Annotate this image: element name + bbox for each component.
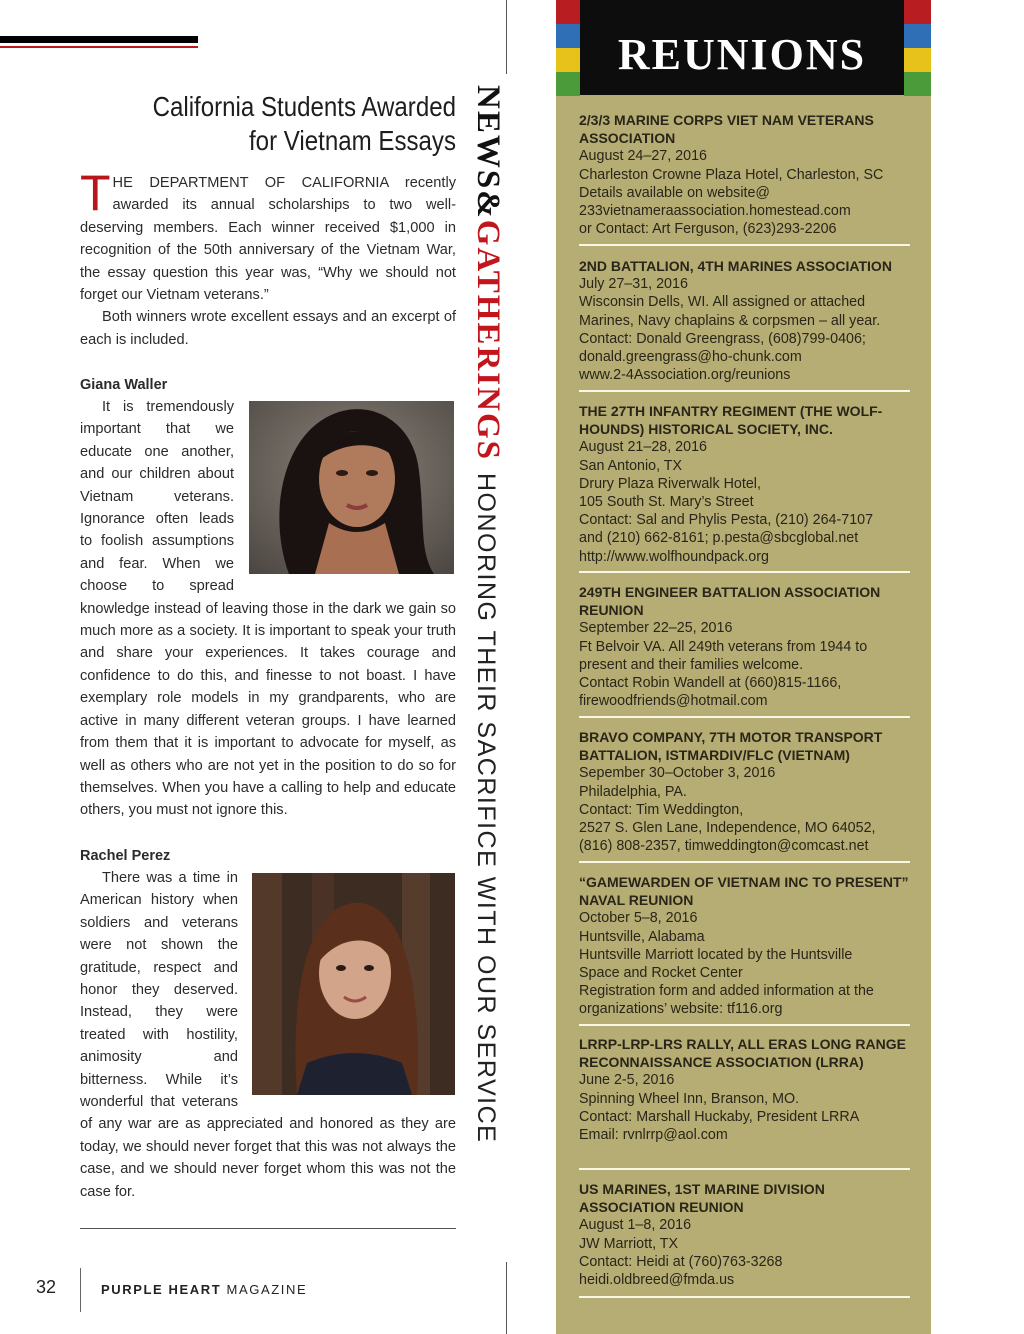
article-intro [80, 165, 457, 351]
news-gatherings-label [470, 85, 506, 461]
header-rule-red [0, 46, 198, 48]
photo-spacer-2 [238, 867, 456, 1092]
reunion-detail-line: Sepember 30–October 3, 2016 [579, 765, 776, 782]
reunion-entry [579, 1180, 910, 1289]
reunion-divider [579, 571, 910, 573]
reunion-detail-line: organizations’ website: tf116.org [579, 1001, 783, 1018]
reunion-detail-line: October 5–8, 2016 [579, 910, 698, 927]
footer-divider [80, 1268, 81, 1312]
reunion-detail-line: August 1–8, 2016 [579, 1217, 692, 1234]
stripe-yellow-left [556, 48, 580, 72]
stripe-blue-left [556, 24, 580, 48]
reunion-detail-line: Marines, Navy chaplains & corpsmen – all year. [579, 312, 881, 329]
reunion-divider [579, 390, 910, 392]
article-title-line-1: California Students Awarded [152, 91, 456, 122]
magazine-name [101, 1282, 307, 1297]
reunion-divider [579, 244, 910, 246]
reunion-title: BRAVO COMPANY, 7TH MOTOR TRANSPORT BATTALION, ISTMARDIV/FLC (VIETNAM) [579, 729, 883, 764]
reunion-title: “GAMEWARDEN OF VIETNAM INC TO PRESENT” NAVAL REUNION [579, 874, 909, 909]
reunion-divider [579, 716, 910, 718]
intro-text: recently awarded its annual scholarships to two well-deserving members. Each winner received $1,000 in recognition of the 50th anniversary of the Vietnam War, the essay question this year was, “Why we should not forget our Vietnam veterans.” [80, 175, 457, 304]
reunion-detail-line: Charleston Crowne Plaza Hotel, Charleston, SC [579, 166, 884, 183]
stripe-blue-right [904, 24, 931, 48]
stripe-yellow-right [904, 48, 931, 72]
page-number: 32 [36, 1277, 57, 1297]
reunion-detail-line: Wisconsin Dells, WI. All assigned or attached [579, 294, 866, 311]
stripe-green-left [556, 72, 580, 96]
reunion-detail-line: 2527 S. Glen Lane, Independence, MO 64052, [579, 820, 876, 837]
reunion-detail-line: www.2-4Association.org/reunions [579, 367, 791, 384]
reunion-detail-line: http://www.wolfhoundpack.org [579, 548, 769, 565]
winner-1-name: Giana Waller [80, 377, 168, 393]
stripe-green-right [904, 72, 931, 96]
article-title-line-2: for Vietnam Essays [248, 125, 456, 156]
reunion-detail-line: Contact: Donald Greengrass, (608)799-0406; [579, 330, 866, 347]
drop-cap: T [80, 165, 111, 221]
reunion-detail-line: Space and Rocket Center [579, 965, 743, 982]
section-title-vertical [469, 85, 506, 1143]
reunion-detail-line: Details available on website@ [579, 184, 770, 201]
reunion-detail-line: Contact: Marshall Huckaby, President LRRA [579, 1108, 860, 1125]
reunion-detail-line: Philadelphia, PA. [579, 783, 687, 800]
reunion-detail-line: heidi.oldbreed@fmda.us [579, 1272, 735, 1289]
footer-rule [80, 1228, 456, 1229]
reunion-detail-line: September 22–25, 2016 [579, 620, 733, 637]
reunion-detail-line: Registration form and added information at the [579, 983, 874, 1000]
reunion-detail-line: firewoodfriends@hotmail.com [579, 693, 768, 710]
section-line-top [506, 0, 507, 74]
reunion-detail-line: 233vietnameraassociation.homestead.com [579, 203, 851, 220]
reunion-detail-line: 105 South St. Mary’s Street [579, 494, 754, 511]
reunion-detail-line: or Contact: Art Ferguson, (623)293-2206 [579, 221, 837, 238]
stripe-red-right [904, 0, 931, 24]
reunion-detail-line: August 21–28, 2016 [579, 439, 707, 456]
winner-2-name: Rachel Perez [80, 848, 171, 864]
section-line-bottom [506, 1262, 507, 1334]
reunion-entry [579, 583, 910, 710]
reunion-divider [579, 1024, 910, 1026]
reunion-divider [579, 861, 910, 863]
reunion-title: LRRP-LRP-LRS RALLY, ALL ERAS LONG RANGE RECONNAISSANCE ASSOCIATION (LRRA) [579, 1036, 906, 1071]
reunion-detail-line: Contact: Tim Weddington, [579, 801, 744, 818]
reunion-detail-line: June 2-5, 2016 [579, 1072, 675, 1089]
reunion-title: 2ND BATTALION, 4TH MARINES ASSOCIATION [579, 258, 892, 274]
reunion-detail-line: July 27–31, 2016 [579, 276, 688, 293]
reunion-entry [579, 728, 910, 855]
article-title [133, 90, 456, 158]
header-rule-black [0, 36, 198, 43]
reunions-heading: REUNIONS [580, 0, 904, 95]
reunion-divider [579, 1168, 910, 1170]
magazine-name-bold: PURPLE HEART [101, 1282, 222, 1297]
reunion-title: THE 27TH INFANTRY REGIMENT (THE WOLF-HOUNDS) HISTORICAL SOCIETY, INC. [579, 403, 883, 438]
section-news: NEWS [470, 85, 506, 191]
reunion-detail-line: Contact: Sal and Phylis Pesta, (210) 264-7107 [579, 512, 874, 529]
section-gatherings: GATHERINGS [470, 219, 506, 461]
reunion-entry [579, 257, 910, 384]
section-amp: & [470, 190, 506, 220]
reunion-detail-line: August 24–27, 2016 [579, 148, 707, 165]
reunion-detail-line: Spinning Wheel Inn, Branson, MO. [579, 1090, 800, 1107]
reunion-detail-line: present and their families welcome. [579, 656, 804, 673]
intro-paragraph-2: Both winners wrote excellent essays and an excerpt of each is included. [80, 309, 456, 348]
reunion-detail-line: (816) 808-2357, timweddington@comcast.net [579, 838, 869, 855]
reunion-detail-line: and (210) 662-8161; p.pesta@sbcglobal.net [579, 530, 859, 547]
reunion-detail-line: Contact: Heidi at (760)763-3268 [579, 1253, 783, 1270]
reunion-detail-line: Drury Plaza Riverwalk Hotel, [579, 475, 761, 492]
intro-caps: HE DEPARTMENT OF CALIFORNIA [112, 175, 389, 191]
reunion-detail-line: Email: rvnlrrp@aol.com [579, 1127, 728, 1144]
winner-1-text: It is tremendously important that we educate one another, and our children about Vietnam veterans. Ignorance often leads to foolish assumptions and fear. When we choose to spread knowledge instead of leaving those in the dark we gain so much more as a society. It is important to speak your truth and share your experiences. It takes courage and confidence to do this, and finesse to not boast. I have exemplary role models in my grandparents, who are active in many different veteran groups. I have learned from them that it is important to advocate for myself, as well as others who are not yet in the position to do so for themselves. When you have a calling to help and educate others, you must not ignore this. [80, 399, 456, 819]
winner-1-essay [80, 396, 456, 822]
reunion-detail-line: Contact Robin Wandell at (660)815-1166, [579, 675, 842, 692]
reunion-detail-line: Ft Belvoir VA. All 249th veterans from 1944 to [579, 638, 868, 655]
photo-spacer-1 [234, 396, 456, 576]
reunion-detail-line: JW Marriott, TX [579, 1235, 679, 1252]
section-tagline: HONORING THEIR SACRIFICE WITH OUR SERVICE [472, 472, 500, 1144]
stripe-red-left [556, 0, 580, 24]
reunion-detail-line: Huntsville Marriott located by the Huntsville [579, 946, 853, 963]
winner-2-essay [80, 867, 456, 1203]
reunion-entry [579, 873, 910, 1019]
intro-paragraph [80, 165, 457, 306]
reunion-title: US MARINES, 1ST MARINE DIVISION ASSOCIATION REUNION [579, 1181, 825, 1216]
reunion-detail-line: donald.greengrass@ho-chunk.com [579, 349, 802, 366]
reunion-entry [579, 1035, 910, 1144]
reunion-entry [579, 111, 910, 238]
reunion-detail-line: San Antonio, TX [579, 457, 683, 474]
reunion-title: 249TH ENGINEER BATTALION ASSOCIATION REUNION [579, 584, 881, 619]
winner-2-text: There was a time in American history when soldiers and veterans were not shown the gratitude, respect and honor they deserved. Instead, they were treated with hostility, animosity and bitterness. While it’s wonderful that veterans of any war are as appreciated and honored as they are today, we should never forget that this was not always the case, and we should never forget whom this was not the case for. [80, 870, 456, 1200]
reunion-divider [579, 1296, 910, 1298]
reunion-detail-line: Huntsville, Alabama [579, 928, 705, 945]
reunion-entry [579, 402, 910, 566]
reunion-title: 2/3/3 MARINE CORPS VIET NAM VETERANS ASSOCIATION [579, 112, 874, 147]
magazine-name-light: MAGAZINE [226, 1282, 308, 1297]
